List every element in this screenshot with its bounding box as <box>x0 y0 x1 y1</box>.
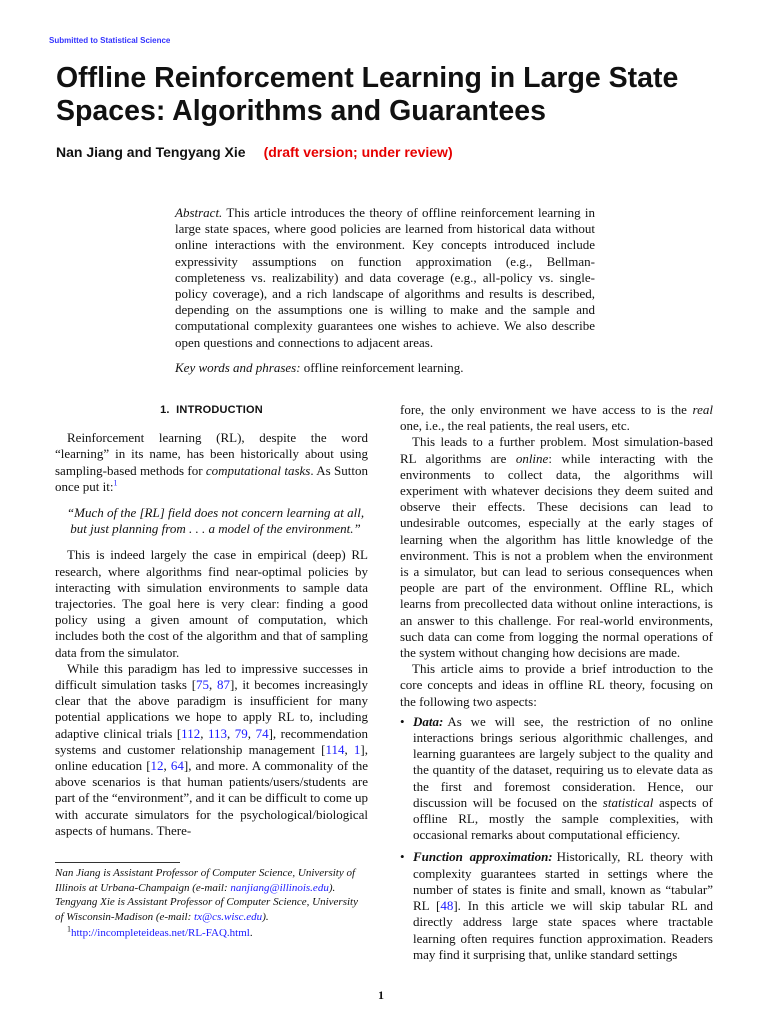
sutton-quote: “Much of the [RL] field does not concern learning at all, but just planning from . . . a model of the environment.” <box>66 505 365 537</box>
text-run: Reinforcement learning (RL), despite the word “learning” in its name, has been historically about using sampling-based methods for <box>55 430 368 478</box>
text-run: ], recommendation systems and customer relationship management [ <box>55 725 369 757</box>
footnotes <box>55 866 368 941</box>
bullet-icon: • <box>400 849 405 865</box>
citation-link[interactable]: 79 <box>234 725 248 741</box>
citation-link[interactable]: 12 <box>150 758 164 774</box>
right-paragraph-1 <box>400 402 713 434</box>
text-run: . <box>249 927 253 940</box>
aspects-list <box>400 714 713 963</box>
footnote-1 <box>55 926 368 941</box>
text-run: ], online education [ <box>55 741 368 774</box>
citation-link[interactable]: 87 <box>217 677 231 693</box>
citation-link[interactable]: 113 <box>207 725 228 741</box>
text-run: ], it becomes increasingly clear that the above paradigm is insufficient for many potential applications we hope to apply RL to, including adaptive clinical trials [ <box>55 677 369 741</box>
left-column <box>55 402 368 839</box>
text-run: . As Sutton once put it: <box>55 462 368 494</box>
right-paragraph-3: This article aims to provide a brief introduction to the core concepts and ideas in offline RL theory, focusing on the following two aspects: <box>400 661 713 709</box>
citation-link[interactable]: 64 <box>170 758 184 774</box>
footnote-url-link[interactable]: http://incompleteideas.net/RL-FAQ.html <box>71 927 250 940</box>
text-run: This leads to a further problem. Most simulation-based RL algorithms are <box>400 434 713 466</box>
keywords-label: Key words and phrases: <box>175 360 301 375</box>
intro-paragraph-3: While this paradigm has led to impressive successes in difficult simulation tasks [75, 87], it becomes increasingly clear that the above paradigm is insufficient for many potential applications we hope to apply RL to, including adaptive clinical trials [112, 113, 79, 74], recommendation systems and customer relationship management [114, 1], online education [12, 64], and more. A commonality of the above scenarios is that human patients/users/students are part of the “environment”, and it can be difficult to come up with accurate simulators for the psychological/biological aspects of humans. There- <box>55 660 369 838</box>
text-run: : while interacting with the environments to collect data, the algorithms will experiment with whatever decisions they deem suited and observe their effects. These decisions can lead to undesirable outcomes, especially at the early stages of learning when the algorithm has little knowledge of the environment. This is not a problem when the environment is a simulator, but can lead to serious consequences when people are part of the environment. Offline RL, which learns from precollected data without online interactions, is an answer to this challenge. For real-world environments, such data can come from logging the normal operations of the system without changing how decisions are made. <box>400 450 713 661</box>
keywords-text: offline reinforcement learning. <box>303 360 464 375</box>
right-paragraph-2 <box>400 434 713 661</box>
list-term: Function approximation: <box>413 849 553 865</box>
section-title: INTRODUCTION <box>176 404 263 416</box>
intro-paragraph-1 <box>55 430 368 495</box>
section-number: 1. <box>160 404 170 416</box>
text-run: ). Tengyang Xie is Assistant Professor of Computer Science, University of Wisconsin-Madison (e-mail: <box>55 881 358 923</box>
text-run: one, i.e., the real patients, the real users, etc. <box>400 418 630 434</box>
text-run: As we will see, the restriction of no online interactions brings serious algorithmic challenges, and learning guarantees are largely subject to the quality and the quantity of the dataset, requiring us to elevate data as the first and foremost consideration. Hence, our discussion will be focused on the <box>413 713 713 810</box>
footnote-ref-1[interactable]: 1 <box>113 478 118 488</box>
email-link[interactable]: nanjiang@illinois.edu <box>230 881 329 894</box>
abstract <box>175 205 595 351</box>
section-heading <box>55 402 368 418</box>
abstract-label: Abstract. <box>175 205 223 220</box>
citation-link[interactable]: 48 <box>440 898 454 914</box>
footnote-divider <box>55 862 180 863</box>
keywords <box>175 360 595 376</box>
abstract-text: This article introduces the theory of offline reinforcement learning in large state spaces, where good policies are learned from historical data without online interactions with the environment. Key concepts introduced include expressivity assumptions on function approximation (e.g., Bellman-completeness vs. realizability) and data coverage (e.g., all-policy vs. single-policy coverage), and a rich landscape of algorithms and results is described, depending on the assumptions one is willing to make and the sample and computational complexity guarantees one wishes to achieve. We also describe open questions and connections to adjacent areas. <box>175 205 596 350</box>
citation-link[interactable]: 74 <box>255 725 269 741</box>
emphasis: online <box>515 450 549 466</box>
text-run: ]. In this article we will skip tabular RL and directly address large state spaces where tractable learning often requires function approximation. Readers may find it surprising that, unlike standard settings <box>413 898 713 962</box>
list-item <box>400 849 713 962</box>
authors: Nan Jiang and Tengyang Xie <box>56 144 246 160</box>
bullet-icon: • <box>400 713 405 729</box>
right-column <box>400 402 713 969</box>
footnote-mark: 1 <box>67 924 71 934</box>
citation-link[interactable]: 114 <box>325 741 345 757</box>
author-line <box>56 144 453 160</box>
text-run: fore, the only environment we have access to is the <box>400 402 693 417</box>
text-run: ). <box>262 910 269 923</box>
text-run: While this paradigm has led to impressive successes in difficult simulation tasks [ <box>55 660 368 693</box>
text-run: Historically, RL theory with complexity guarantees started in settings where the number of states is finite and small, known as “tabular” RL [ <box>413 849 714 914</box>
text-run: Nan Jiang is Assistant Professor of Computer Science, University of Illinois at Urbana-Champaign (e-mail: <box>55 867 356 894</box>
emphasis: statistical <box>602 794 654 810</box>
citation-link[interactable]: 112 <box>181 725 201 741</box>
citation-link[interactable]: 75 <box>196 677 210 693</box>
draft-note: (draft version; under review) <box>263 144 453 160</box>
text-run: ], and more. A commonality of the above scenarios is that human patients/users/students are part of the “environment”, and it can be difficult to come up with accurate simulators for the psychological/biological aspects of humans. There- <box>55 758 369 838</box>
emphasis: real <box>692 402 713 417</box>
intro-paragraph-2: This is indeed largely the case in empirical (deep) RL research, where algorithms find near-optimal policies by interacting with simulation environments to sample data trajectories. The goal here is very clear: finding a good policy using a given amount of computation, which includes both the cost of the algorithm and that of sampling data from the simulator. <box>55 547 368 660</box>
list-term: Data: <box>413 713 444 729</box>
text-run: aspects of offline RL, mostly the sample complexities, with occasional remarks about computational efficiency. <box>413 794 713 843</box>
journal-header-note: Submitted to Statistical Science <box>49 36 171 45</box>
emphasis: computational tasks <box>205 462 311 478</box>
paper-title: Offline Reinforcement Learning in Large State Spaces: Algorithms and Guarantees <box>56 62 679 127</box>
email-link[interactable]: tx@cs.wisc.edu <box>194 910 263 923</box>
list-item <box>400 714 713 844</box>
author-affiliations <box>55 866 368 924</box>
page-number: 1 <box>378 988 384 1002</box>
citation-link[interactable]: 1 <box>353 741 361 757</box>
